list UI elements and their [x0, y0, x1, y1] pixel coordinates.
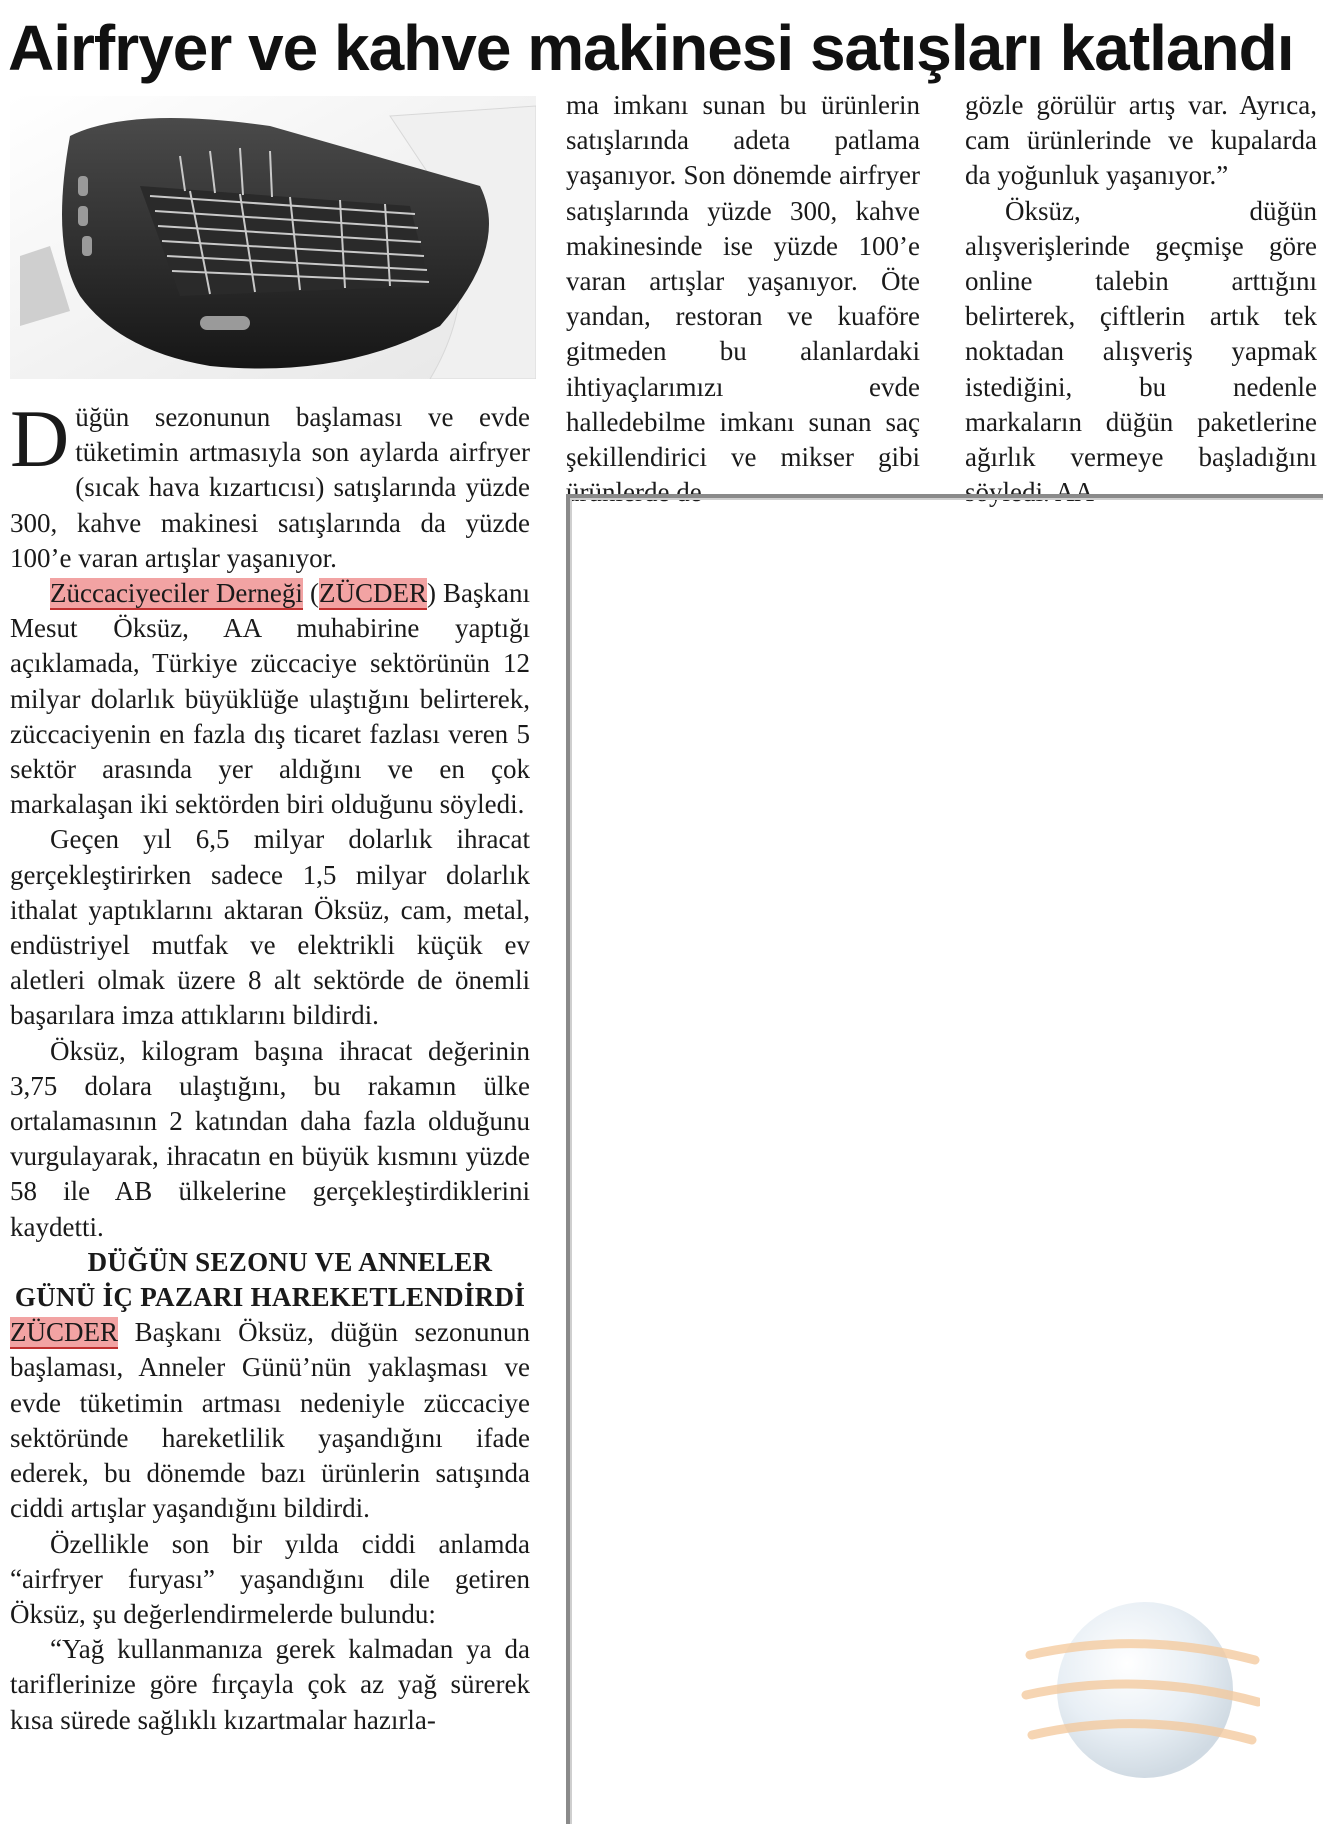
paragraph-quote-middle: ma imkanı sunan bu ürünlerin satışlarında adeta patlama yaşanıyor. Son dönemde airfryer satışlarında yüzde 300, kahve makinesinde ise yüzde 100’e varan artışlar yaşanıyor. Öte yandan, restoran ve kuaföre gitmeden bu alanlardaki ihtiyaçlarımızı evde halledebilme imkanı sunan saç şekillendirici ve mikser gibi ürünlerde de: [566, 90, 920, 508]
paragraph-online: Öksüz, düğün alışverişlerinde geçmişe göre online talebin arttığını belirterek, çiftlerin artık tek noktadan alışveriş yapmak istediğini, bu nedenle markaların düğün paketlerine ağırlık vermeye başladığını söyledi. AA: [965, 195, 1317, 508]
headline: Airfryer ve kahve makinesi satışları katlandı: [8, 12, 1294, 84]
paragraph-export: Geçen yıl 6,5 milyar dolarlık ihracat gerçekleştirirken sadece 1,5 milyar dolarlık ithalat yaptıklarını aktaran Öksüz, cam, metal, endüstriyel mutfak ve elektrikli küçük ev aletleri olmak üzere 8 alt sektörde de önemli başarılara imza attıklarını bildirdi.: [10, 824, 530, 1031]
highlight-zucder-2: ZÜCDER: [10, 1317, 118, 1348]
article-column-2: [566, 88, 920, 510]
paragraph-zucder: [10, 576, 530, 822]
paragraph-intro: [10, 393, 530, 576]
article-column-1: [10, 393, 531, 1738]
paren-open: (: [302, 578, 319, 609]
paragraph-season: [10, 1315, 530, 1526]
paragraph-season-text: Başkanı Öksüz, düğün sezonunun başlaması, Anneler Günü’nün yaklaşması ve evde tüketimin artması nedeniyle züccaciye sektöründe hareketlilik yaşandığını ifade ederek, bu dönemde bazı ürünlerin satışında ciddi artışlar yaşandığını bildirdi.: [10, 1317, 530, 1524]
paragraph-quote-start: “Yağ kullanmanıza gerek kalmadan ya da tariflerinize göre fırçayla çok az yağ sürerek kısa sürede sağlıklı kızartmalar hazırla-: [10, 1634, 530, 1735]
section-subheading: DÜĞÜN SEZONU VE ANNELER GÜNÜ İÇ PAZARI HAREKETLENDİRDİ: [14, 1246, 526, 1313]
intro-text: üğün sezonunun başlaması ve evde tüketimin artmasıyla son aylarda airfryer (sıcak hava kızartıcısı) satışlarında yüzde 300, kahve makinesi satışlarında da yüzde 100’e varan artışlar yaşanıyor.: [10, 402, 530, 573]
drop-cap: D: [10, 393, 70, 484]
airfryer-basket-image: [10, 96, 536, 379]
article-column-3: [965, 88, 1317, 510]
paragraph-kilogram: Öksüz, kilogram başına ihracat değerinin 3,75 dolara ulaştığını, bu rakamın ülke ortalamasının 2 katından daha fazla olduğunu vurgulayarak, ihracatın en büyük kısmını yüzde 58 ile AB ülkelerine gerçekleştirdiklerini kaydetti.: [10, 1035, 530, 1242]
highlight-zucder: ZÜCDER: [318, 578, 427, 609]
highlight-association-name: Züccaciyeciler Derneği: [50, 578, 303, 609]
paragraph-quote-end: gözle görülür artış var. Ayrıca, cam ürünlerinde ve kupalarda da yoğunluk yaşanıyor.”: [965, 90, 1317, 191]
watermark-globe-icon: [1020, 1590, 1260, 1800]
airfryer-photo: [10, 96, 536, 379]
paragraph-zucder-text: ) Başkanı Mesut Öksüz, AA muhabirine yaptığı açıklamada, Türkiye züccaciye sektörünün 12 milyar dolarlık büyüklüğe ulaştığını belirterek, züccaciyenin en fazla dış ticaret fazlası veren 5 sektör arasında yer aldığını ve en çok markalaşan iki sektörden biri olduğunu söyledi.: [10, 578, 531, 820]
paragraph-furya: Özellikle son bir yılda ciddi anlamda “airfryer furyası” yaşandığını dile getiren Öksüz, şu değerlendirmelerde bulundu:: [10, 1528, 530, 1629]
